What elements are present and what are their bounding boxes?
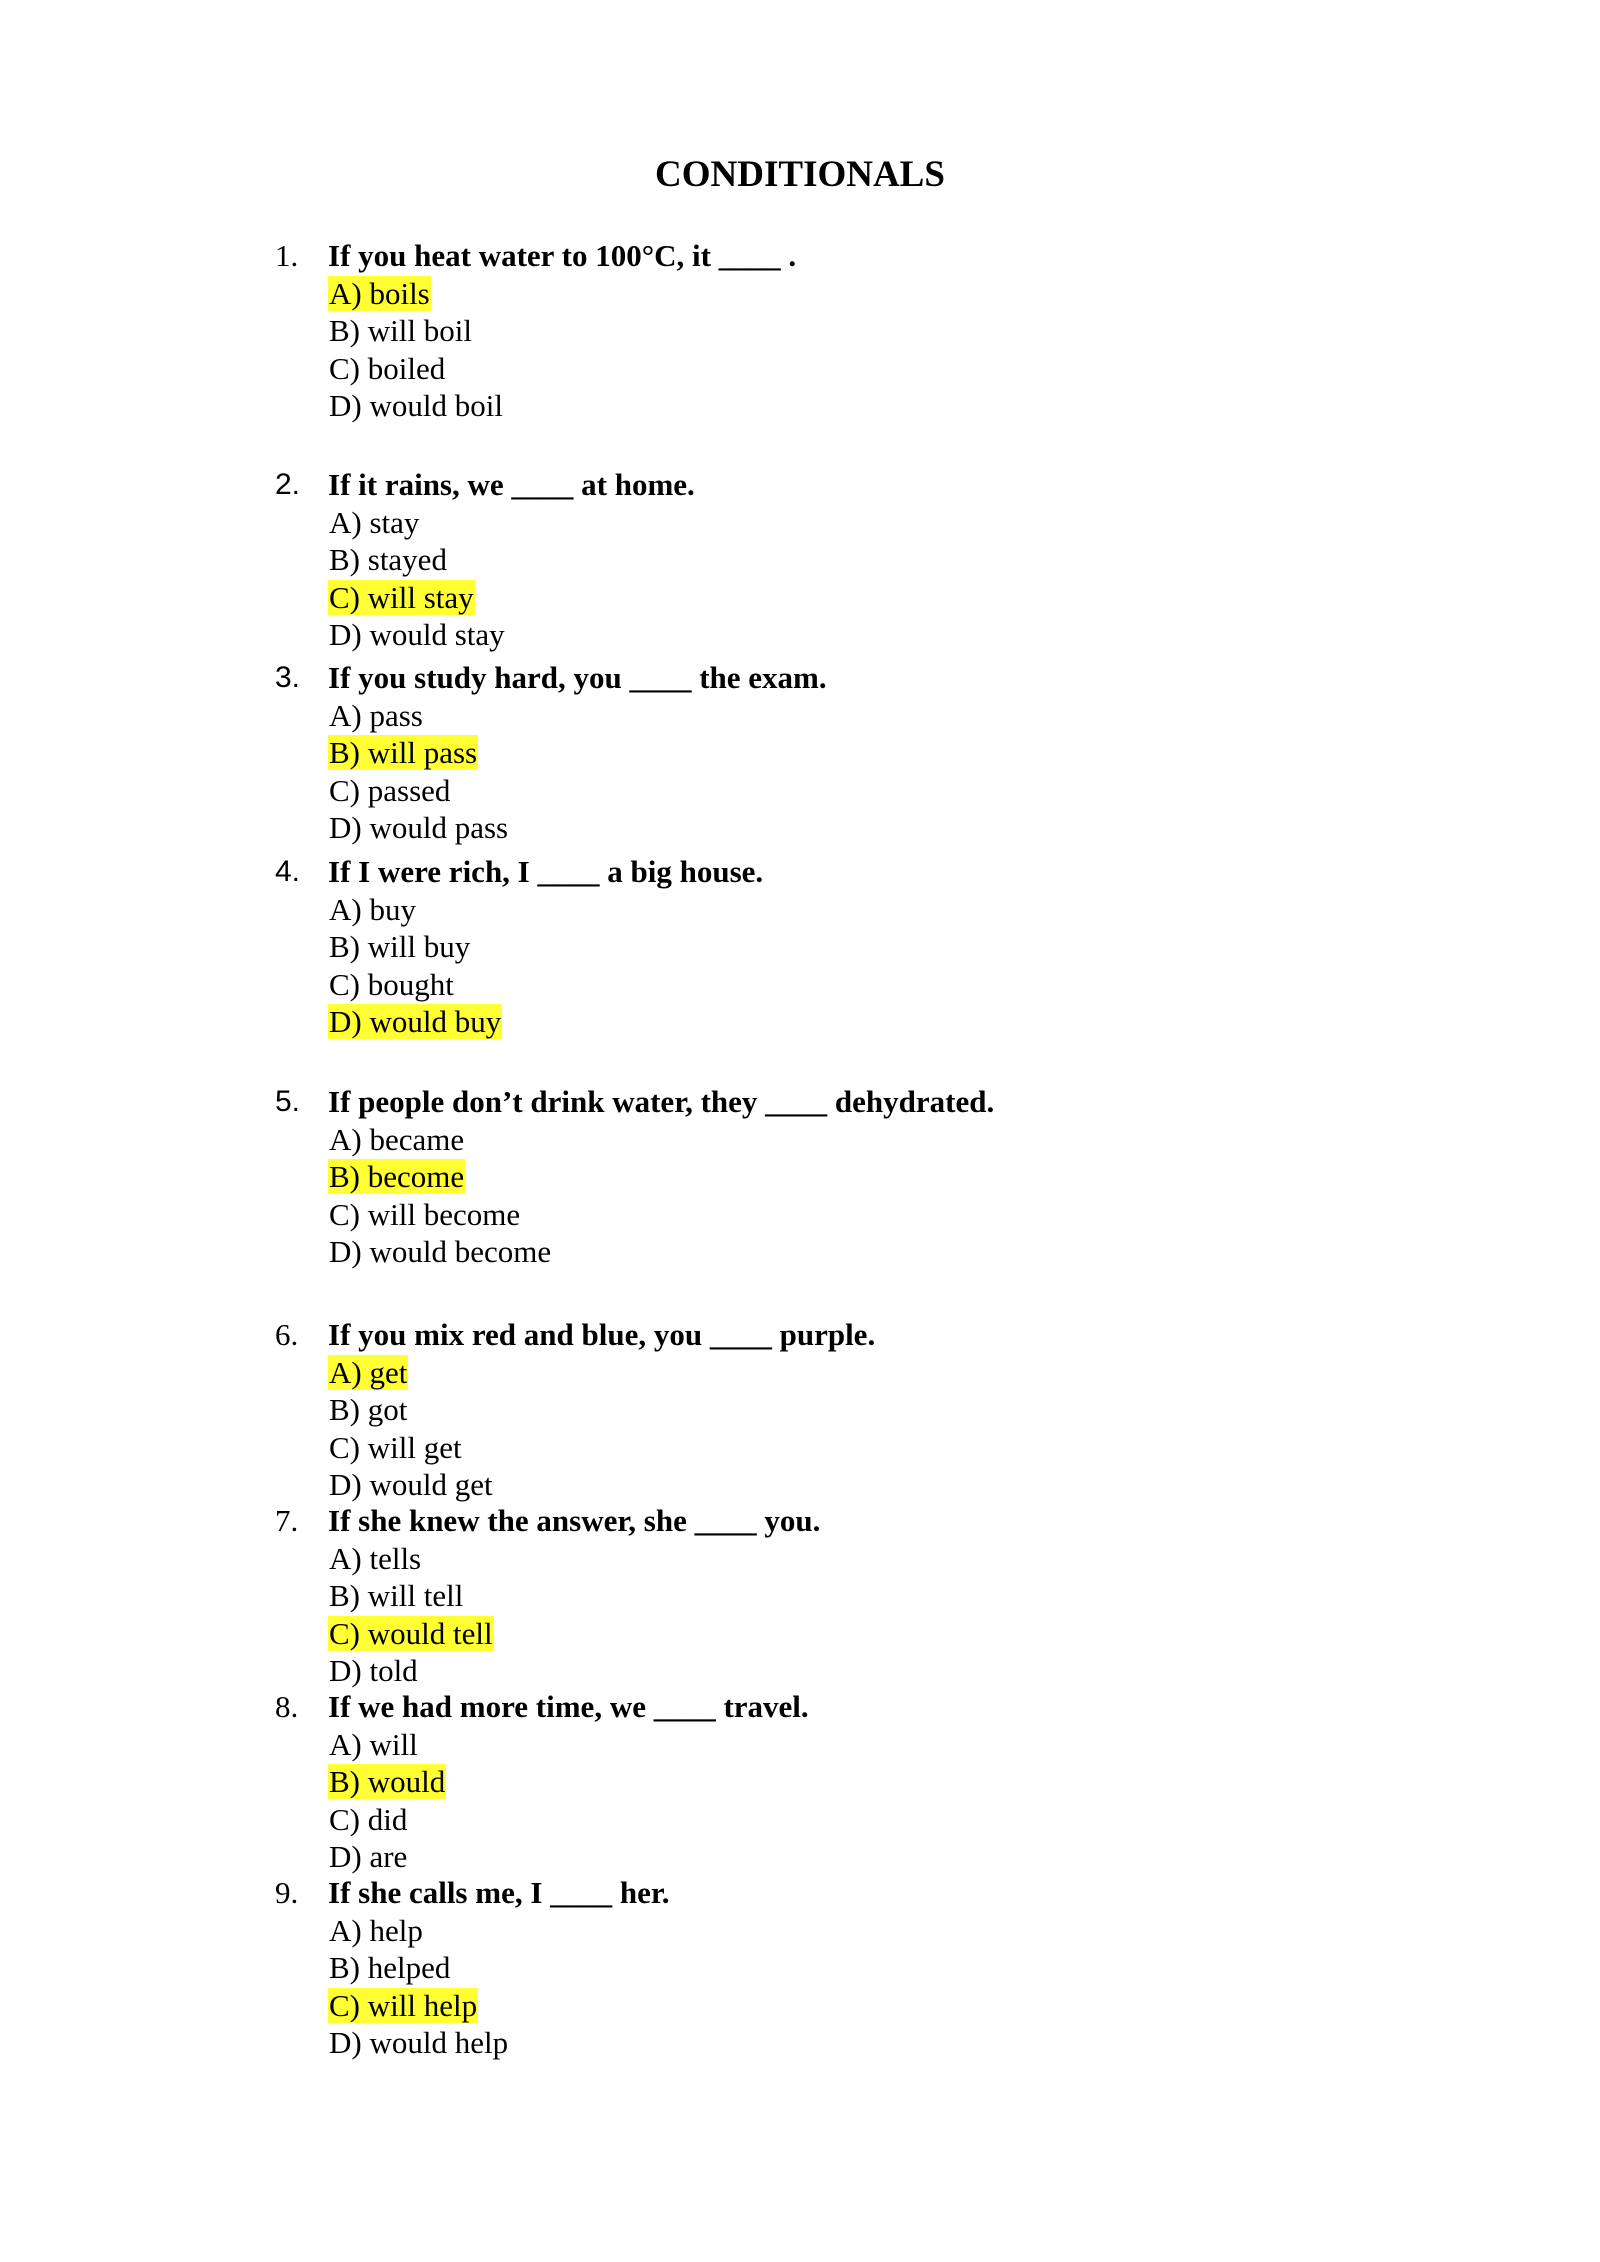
question-header bbox=[275, 1083, 1375, 1121]
option-text: D) would get bbox=[329, 1467, 493, 1502]
option-text: A) get bbox=[329, 1354, 408, 1390]
option-text: A) became bbox=[329, 1121, 465, 1157]
option-text: C) boiled bbox=[329, 350, 446, 386]
question-text: If people don’t drink water, they ____ dehydrated. bbox=[328, 1084, 995, 1119]
question-number: 2. bbox=[275, 468, 301, 501]
question-text: If you mix red and blue, you ____ purple. bbox=[328, 1317, 876, 1352]
page-title: CONDITIONALS bbox=[655, 154, 945, 195]
option-text: D) would help bbox=[329, 2025, 509, 2060]
answer-option-highlighted bbox=[328, 734, 1375, 772]
answer-option bbox=[328, 1121, 1375, 1159]
question-1 bbox=[275, 237, 1375, 425]
answer-option bbox=[328, 504, 1375, 542]
option-text: D) are bbox=[329, 1839, 408, 1874]
option-text: B) helped bbox=[329, 1950, 451, 1985]
option-text: B) will pass bbox=[329, 735, 478, 770]
answer-option bbox=[328, 1429, 1375, 1467]
option-text: D) would stay bbox=[329, 617, 505, 652]
question-header bbox=[275, 1874, 1375, 1912]
answer-option bbox=[328, 616, 1375, 654]
question-text: If I were rich, I ____ a big house. bbox=[328, 854, 764, 889]
answer-option bbox=[328, 1838, 1375, 1876]
answer-options bbox=[275, 1540, 1375, 1690]
answer-option bbox=[328, 1652, 1375, 1690]
answer-option bbox=[328, 891, 1375, 929]
answer-option bbox=[328, 697, 1375, 735]
option-text: D) would boil bbox=[329, 388, 503, 423]
question-3 bbox=[275, 659, 1375, 847]
question-text: If she calls me, I ____ her. bbox=[328, 1875, 670, 1910]
option-text: B) stayed bbox=[329, 542, 447, 577]
answer-option bbox=[328, 966, 1375, 1004]
option-text: A) buy bbox=[329, 891, 416, 927]
option-text: B) become bbox=[329, 1159, 465, 1194]
option-text: B) would bbox=[329, 1764, 446, 1799]
answer-option-highlighted bbox=[328, 579, 1375, 617]
answer-option bbox=[328, 1466, 1375, 1504]
answer-options bbox=[275, 1354, 1375, 1504]
answer-option bbox=[328, 1949, 1375, 1987]
answer-option bbox=[328, 1801, 1375, 1839]
question-header bbox=[275, 1502, 1375, 1540]
option-text: D) would pass bbox=[329, 810, 509, 845]
option-text: A) will bbox=[329, 1726, 418, 1762]
question-text: If we had more time, we ____ travel. bbox=[328, 1689, 809, 1724]
option-text: B) will tell bbox=[329, 1578, 464, 1613]
question-header bbox=[275, 1316, 1375, 1354]
answer-options bbox=[275, 1726, 1375, 1876]
option-text: A) pass bbox=[329, 697, 423, 733]
answer-option bbox=[328, 1912, 1375, 1950]
answer-option-highlighted bbox=[328, 1003, 1375, 1041]
question-number: 3. bbox=[275, 661, 301, 694]
answer-option-highlighted bbox=[328, 1763, 1375, 1801]
question-number: 8. bbox=[275, 1689, 299, 1724]
answer-option bbox=[328, 1196, 1375, 1234]
answer-option-highlighted bbox=[328, 1158, 1375, 1196]
answer-options bbox=[275, 697, 1375, 847]
question-header bbox=[275, 237, 1375, 275]
option-text: B) got bbox=[329, 1392, 408, 1427]
answer-option bbox=[328, 541, 1375, 579]
question-number: 4. bbox=[275, 855, 301, 888]
answer-option bbox=[328, 1540, 1375, 1578]
answer-option-highlighted bbox=[328, 1615, 1375, 1653]
answer-option bbox=[328, 809, 1375, 847]
answer-option-highlighted bbox=[328, 1987, 1375, 2025]
answer-option bbox=[328, 312, 1375, 350]
option-text: D) would buy bbox=[329, 1004, 502, 1039]
question-text: If it rains, we ____ at home. bbox=[328, 467, 695, 502]
question-7 bbox=[275, 1502, 1375, 1690]
answer-option bbox=[328, 1391, 1375, 1429]
option-text: C) bought bbox=[329, 966, 454, 1002]
answer-option bbox=[328, 387, 1375, 425]
question-4 bbox=[275, 853, 1375, 1041]
question-number: 7. bbox=[275, 1503, 299, 1538]
option-text: A) boils bbox=[329, 275, 430, 311]
option-text: A) stay bbox=[329, 504, 420, 540]
question-header bbox=[275, 466, 1375, 504]
question-header bbox=[275, 1688, 1375, 1726]
answer-options bbox=[275, 891, 1375, 1041]
answer-option bbox=[328, 2024, 1375, 2062]
option-text: B) will buy bbox=[329, 929, 471, 964]
question-header bbox=[275, 853, 1375, 891]
answer-option-highlighted bbox=[328, 1354, 1375, 1392]
answer-option bbox=[328, 1726, 1375, 1764]
option-text: C) will stay bbox=[329, 579, 474, 615]
question-number: 9. bbox=[275, 1875, 299, 1910]
option-text: C) will get bbox=[329, 1429, 462, 1465]
option-text: D) would become bbox=[329, 1234, 552, 1269]
option-text: C) will become bbox=[329, 1196, 521, 1232]
option-text: D) told bbox=[329, 1653, 418, 1688]
answer-options bbox=[275, 275, 1375, 425]
question-number: 6. bbox=[275, 1317, 299, 1352]
question-number: 1. bbox=[275, 238, 299, 273]
answer-options bbox=[275, 504, 1375, 654]
option-text: C) did bbox=[329, 1801, 408, 1837]
question-8 bbox=[275, 1688, 1375, 1876]
answer-option bbox=[328, 772, 1375, 810]
option-text: A) tells bbox=[329, 1540, 422, 1576]
question-2 bbox=[275, 466, 1375, 654]
question-text: If she knew the answer, she ____ you. bbox=[328, 1503, 821, 1538]
answer-options bbox=[275, 1121, 1375, 1271]
answer-option bbox=[328, 350, 1375, 388]
answer-option-highlighted bbox=[328, 275, 1375, 313]
option-text: A) help bbox=[329, 1912, 423, 1948]
option-text: C) would tell bbox=[329, 1615, 493, 1651]
question-number: 5. bbox=[275, 1085, 301, 1118]
option-text: C) will help bbox=[329, 1987, 478, 2023]
answer-option bbox=[328, 1233, 1375, 1271]
question-header bbox=[275, 659, 1375, 697]
question-6 bbox=[275, 1316, 1375, 1504]
answer-option bbox=[328, 1577, 1375, 1615]
answer-option bbox=[328, 928, 1375, 966]
question-5 bbox=[275, 1083, 1375, 1271]
question-text: If you study hard, you ____ the exam. bbox=[328, 660, 827, 695]
answer-options bbox=[275, 1912, 1375, 2062]
option-text: B) will boil bbox=[329, 313, 472, 348]
question-9 bbox=[275, 1874, 1375, 2062]
option-text: C) passed bbox=[329, 772, 451, 808]
question-text: If you heat water to 100°C, it ____ . bbox=[328, 238, 797, 273]
